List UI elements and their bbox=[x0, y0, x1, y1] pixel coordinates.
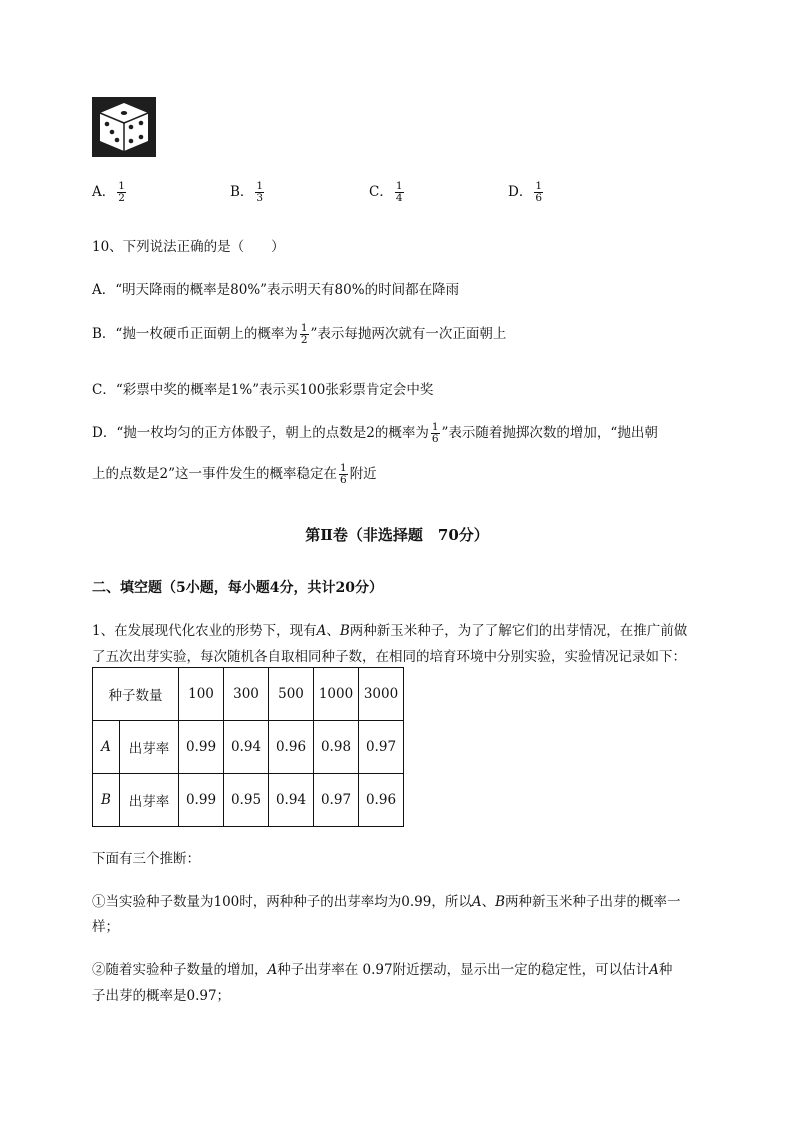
row-label-cell: 出芽率 bbox=[120, 721, 179, 774]
inference-1-text: ①当实验种子数量为100时，两种种子的出芽率均为0.99，所以 bbox=[92, 894, 472, 910]
inference-2-text-mid: 种子出芽率在 0.97附近摆动，显示出一定的稳定性，可以估计 bbox=[277, 962, 650, 978]
q1-text-cont: 两种新玉米种子，为了了解它们的出芽情况，在推广前做 bbox=[349, 623, 688, 639]
value-cell: 0.99 bbox=[179, 774, 224, 827]
count-cell: 1000 bbox=[314, 668, 359, 721]
inference-1-line2: 样； bbox=[92, 919, 119, 935]
option-a[interactable] bbox=[92, 180, 128, 204]
value-cell: 0.94 bbox=[224, 721, 269, 774]
table-row bbox=[93, 774, 404, 827]
fraction: $\frac{1}{6}$ bbox=[431, 420, 439, 445]
value-cell: 0.96 bbox=[269, 721, 314, 774]
option-d[interactable] bbox=[508, 180, 545, 204]
count-cell: 3000 bbox=[359, 668, 404, 721]
table-row bbox=[93, 668, 404, 721]
inference-2-text: ②随着实验种子数量的增加， bbox=[92, 962, 268, 978]
q10-option-b-text-end: ”表示每抛两次就有一次正面朝上 bbox=[310, 326, 507, 342]
value-cell: 0.97 bbox=[359, 721, 404, 774]
value-cell: 0.99 bbox=[179, 721, 224, 774]
question-1-line2: 了五次出芽实验，每次随机各自取相同种子数，在相同的培育环境中分别实验，实验情况记录如下： bbox=[92, 649, 686, 665]
option-b[interactable] bbox=[230, 180, 266, 204]
q10-option-d-line2 bbox=[92, 462, 377, 486]
row-label-cell: 出芽率 bbox=[120, 774, 179, 827]
count-cell: 100 bbox=[179, 668, 224, 721]
var-a: A bbox=[316, 623, 327, 639]
var-a: A bbox=[471, 894, 482, 910]
q10-option-c[interactable]: C．“彩票中奖的概率是1%”表示买100张彩票肯定会中奖 bbox=[92, 382, 434, 398]
var-b: B bbox=[339, 623, 350, 639]
row-name-cell: A bbox=[93, 721, 120, 774]
seed-table bbox=[92, 667, 404, 827]
inference-1-text-end: 两种新玉米种子出芽的概率一 bbox=[505, 894, 681, 910]
inferences-intro: 下面有三个推断： bbox=[92, 851, 200, 867]
fraction: $\frac{1}{2}$ bbox=[300, 321, 308, 346]
count-cell: 500 bbox=[269, 668, 314, 721]
q10-option-d[interactable] bbox=[92, 421, 658, 445]
part-title: 二、填空题（5小题，每小题4分，共计20分） bbox=[92, 580, 383, 596]
var-a: A bbox=[649, 962, 659, 978]
inference-2-line1 bbox=[92, 958, 672, 978]
count-cell: 300 bbox=[224, 668, 269, 721]
fraction: $\frac{1}{4}$ bbox=[395, 179, 403, 204]
option-c[interactable] bbox=[369, 180, 406, 204]
inference-1-line1 bbox=[92, 890, 681, 910]
fraction: $\frac{1}{6}$ bbox=[340, 461, 347, 486]
q10-option-a[interactable]: A．“明天降雨的概率是80%”表示明天有80%的时间都在降雨 bbox=[92, 282, 460, 298]
option-label: B． bbox=[230, 184, 254, 200]
q10-option-d-text-end: ”表示随着抛掷次数的增加，“抛出朝 bbox=[441, 425, 658, 441]
value-cell: 0.95 bbox=[224, 774, 269, 827]
fraction: $\frac{1}{3}$ bbox=[256, 179, 264, 204]
q10-option-b[interactable] bbox=[92, 322, 506, 346]
header-cell: 种子数量 bbox=[93, 668, 179, 721]
q10-option-d-line2-text: 上的点数是2”这一事件发生的概率稳定在 bbox=[92, 466, 337, 482]
dice-image bbox=[92, 97, 156, 157]
value-cell: 0.98 bbox=[314, 721, 359, 774]
section-title: 第Ⅱ卷（非选择题 70分） bbox=[305, 526, 489, 544]
q10-option-d-text: D．“抛一枚均匀的正方体骰子，朝上的点数是2的概率为 bbox=[92, 425, 429, 441]
value-cell: 0.96 bbox=[359, 774, 404, 827]
option-label: A． bbox=[92, 184, 116, 200]
q10-option-d-line2-end: 附近 bbox=[349, 466, 377, 482]
fraction: $\frac{1}{6}$ bbox=[535, 179, 543, 204]
row-name-cell: B bbox=[93, 774, 120, 827]
inference-2-line2: 子出芽的概率是0.97； bbox=[92, 988, 231, 1004]
option-label: D． bbox=[508, 184, 533, 200]
table-row bbox=[93, 721, 404, 774]
value-cell: 0.94 bbox=[269, 774, 314, 827]
q1-text: 1、在发展现代化农业的形势下，现有 bbox=[92, 623, 317, 639]
var-b: B bbox=[495, 894, 505, 910]
question-10-stem: 10、下列说法正确的是（ ） bbox=[92, 239, 285, 255]
value-cell: 0.97 bbox=[314, 774, 359, 827]
q10-option-b-text: B．“抛一枚硬币正面朝上的概率为 bbox=[92, 326, 298, 342]
separator: 、 bbox=[326, 623, 340, 639]
question-1-line1 bbox=[92, 619, 687, 639]
var-a: A bbox=[267, 962, 278, 978]
separator: 、 bbox=[481, 894, 496, 910]
inference-2-text-end: 种 bbox=[658, 962, 673, 978]
fraction: $\frac{1}{2}$ bbox=[118, 179, 125, 204]
option-label: C． bbox=[369, 184, 393, 200]
